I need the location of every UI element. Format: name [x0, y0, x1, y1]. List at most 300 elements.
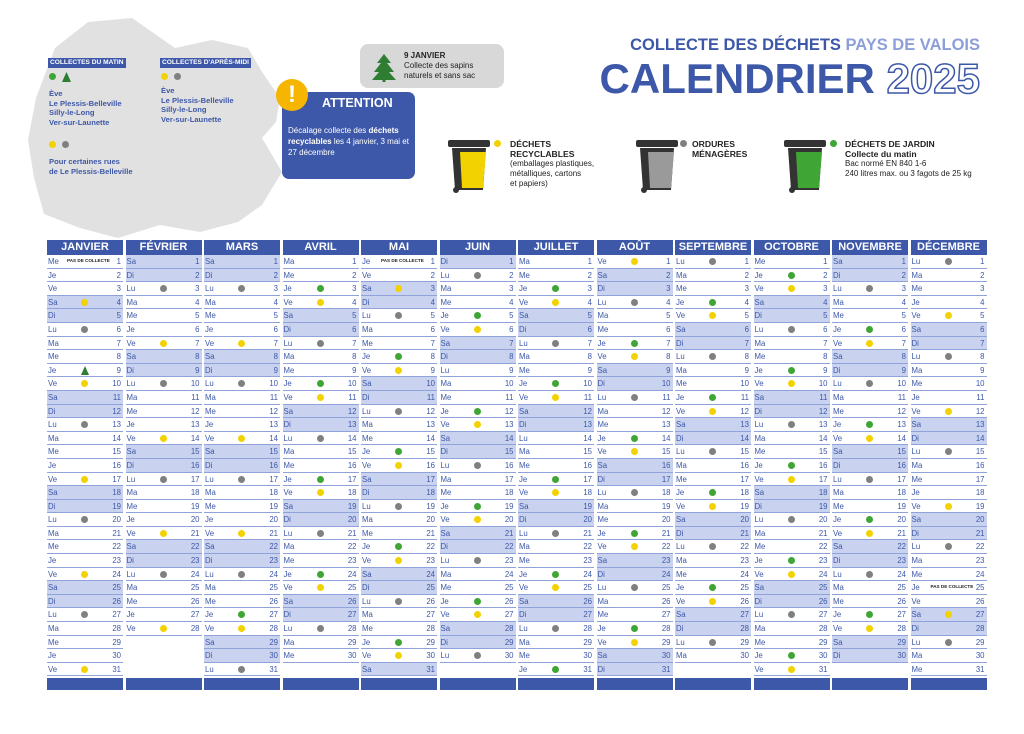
day-number: 12 — [504, 406, 514, 416]
day-number: 4 — [509, 297, 514, 307]
grey-dot-icon — [945, 448, 952, 455]
day-row — [440, 554, 516, 568]
day-number: 21 — [426, 528, 435, 538]
day-row — [911, 527, 987, 541]
weekday-label: Ma — [48, 338, 59, 348]
day-number: 16 — [426, 460, 435, 470]
day-number: 18 — [818, 488, 828, 498]
garden-waste-bin-icon — [782, 138, 828, 194]
weekday-label: Di — [440, 352, 448, 362]
day-number: 8 — [116, 352, 121, 362]
weekday-label: Ma — [362, 610, 373, 620]
weekday-label: Je — [362, 352, 371, 362]
day-row — [47, 608, 123, 622]
day-row — [911, 636, 987, 650]
weekday-label: Sa — [911, 420, 922, 430]
day-number: 5 — [587, 311, 592, 321]
day-row — [754, 622, 830, 636]
weekday-label: Sa — [676, 610, 686, 620]
weekday-label: Ve — [283, 583, 293, 593]
day-number: 15 — [347, 447, 357, 457]
day-row — [204, 486, 280, 500]
day-number: 5 — [195, 311, 200, 321]
day-row — [518, 513, 594, 527]
day-row — [754, 527, 830, 541]
weekday-label: Je — [126, 324, 135, 334]
weekday-label: Lu — [48, 420, 57, 430]
day-number: 16 — [740, 460, 749, 470]
day-number: 24 — [269, 569, 278, 579]
day-number: 19 — [347, 501, 357, 511]
weekday-label: Ve — [283, 392, 293, 402]
green-dot-icon — [474, 408, 481, 415]
day-number: 12 — [112, 406, 121, 416]
weekday-label: Di — [676, 528, 684, 538]
day-number: 4 — [352, 297, 357, 307]
weekday-label: Ve — [205, 433, 215, 443]
weekday-label: Ma — [676, 270, 687, 280]
grey-dot-icon — [552, 625, 559, 632]
weekday-label: Ve — [362, 556, 372, 566]
weekday-label: Ve — [362, 651, 372, 661]
day-row — [440, 581, 516, 595]
grey-dot-icon — [709, 639, 716, 646]
weekday-label: Lu — [126, 284, 136, 294]
day-row — [597, 500, 673, 514]
weekday-label: Sa — [362, 569, 372, 579]
day-number: 28 — [975, 624, 985, 634]
day-number: 19 — [897, 501, 906, 511]
weekday-label: Di — [440, 447, 448, 457]
grey-dot-icon — [788, 611, 795, 618]
day-row — [675, 418, 751, 432]
day-number: 13 — [269, 420, 278, 430]
day-row — [832, 581, 908, 595]
day-number: 20 — [583, 515, 592, 525]
weekday-label: Ve — [519, 583, 529, 593]
weekday-label: Me — [676, 284, 687, 294]
day-number: 19 — [818, 501, 828, 511]
day-row — [126, 296, 202, 310]
day-row — [126, 350, 202, 364]
weekday-label: Je — [48, 460, 57, 470]
weekday-label: Lu — [597, 297, 607, 307]
weekday-label: Je — [283, 284, 292, 294]
day-number: 9 — [195, 365, 200, 375]
day-number: 19 — [190, 501, 200, 511]
day-number: 25 — [504, 583, 514, 593]
day-row — [440, 649, 516, 663]
day-number: 11 — [505, 392, 514, 402]
day-number: 27 — [661, 610, 671, 620]
day-row — [597, 377, 673, 391]
day-number: 27 — [740, 610, 749, 620]
day-row — [832, 595, 908, 609]
day-row — [47, 405, 123, 419]
day-number: 1 — [430, 257, 435, 266]
day-number: 16 — [269, 460, 278, 470]
day-row — [283, 473, 359, 487]
day-number: 30 — [818, 651, 828, 661]
day-number: 29 — [661, 637, 671, 647]
weekday-label: Me — [597, 610, 609, 620]
day-number: 22 — [347, 542, 357, 552]
green-dot-icon — [788, 557, 795, 564]
day-number: 10 — [504, 379, 514, 389]
day-number: 4 — [430, 297, 435, 307]
day-number: 13 — [975, 420, 985, 430]
day-number: 10 — [975, 379, 985, 389]
day-number: 15 — [975, 447, 985, 457]
day-number: 7 — [273, 338, 278, 348]
day-row — [518, 500, 594, 514]
morning-collections-title: COLLECTES DU MATIN — [50, 59, 124, 66]
day-row — [597, 649, 673, 663]
weekday-label: Ve — [126, 528, 136, 538]
weekday-label: Ve — [911, 311, 921, 321]
afternoon-collections-title: COLLECTES D'APRÈS-MIDI — [162, 59, 249, 66]
weekday-label: Ve — [362, 365, 372, 375]
weekday-label: Ma — [48, 528, 59, 538]
weekday-label: Ma — [283, 447, 295, 457]
weekday-label: Me — [754, 257, 766, 266]
day-number: 13 — [504, 420, 514, 430]
weekday-label: Je — [676, 297, 685, 307]
day-number: 11 — [348, 392, 357, 402]
day-row — [754, 636, 830, 650]
yellow-dot-icon — [238, 340, 245, 347]
day-number: 28 — [818, 624, 828, 634]
day-row — [754, 581, 830, 595]
day-number: 19 — [504, 501, 514, 511]
yellow-dot-icon — [317, 299, 324, 306]
day-number: 25 — [818, 583, 828, 593]
day-row — [126, 445, 202, 459]
weekday-label: Ma — [126, 583, 138, 593]
day-number: 8 — [352, 352, 357, 362]
weekday-label: Ma — [440, 569, 452, 579]
day-number: 25 — [347, 583, 357, 593]
no-collection-label: PAS DE COLLECTE — [930, 584, 974, 590]
day-row — [361, 323, 437, 337]
day-number: 29 — [112, 637, 121, 647]
day-row — [204, 581, 280, 595]
day-row — [675, 473, 751, 487]
weekday-label: Me — [911, 284, 923, 294]
yellow-dot-icon — [494, 140, 501, 147]
weekday-label: Sa — [833, 542, 843, 552]
day-row — [675, 391, 751, 405]
day-number: 14 — [347, 433, 357, 443]
day-number: 2 — [823, 270, 828, 280]
weekday-label: Me — [205, 406, 216, 416]
day-row — [754, 663, 830, 677]
weekday-label: Sa — [911, 515, 922, 525]
day-row — [832, 622, 908, 636]
day-row — [597, 269, 673, 283]
weekday-label: Me — [833, 596, 844, 606]
weekday-label: Ma — [754, 624, 766, 634]
weekday-label: Ma — [126, 392, 138, 402]
yellow-dot-icon — [788, 285, 795, 292]
warning-icon: ! — [276, 79, 308, 111]
day-row — [675, 405, 751, 419]
weekday-label: Sa — [362, 664, 372, 674]
day-number: 26 — [818, 596, 828, 606]
month-footer — [440, 678, 516, 690]
weekday-label: Lu — [362, 311, 371, 321]
weekday-label: Sa — [440, 624, 451, 634]
day-number: 15 — [897, 447, 906, 457]
weekday-label: Lu — [911, 257, 921, 266]
day-number: 30 — [661, 651, 671, 661]
grey-dot-icon — [395, 408, 402, 415]
day-row — [283, 540, 359, 554]
day-row — [911, 296, 987, 310]
day-row — [911, 350, 987, 364]
weekday-label: Lu — [440, 365, 450, 375]
day-row — [47, 554, 123, 568]
note-line: Pour certaines rues — [49, 157, 120, 166]
day-row — [47, 269, 123, 283]
day-number: 5 — [352, 311, 357, 321]
day-number: 14 — [661, 433, 671, 443]
grey-dot-icon — [474, 557, 481, 564]
day-number: 1 — [116, 257, 121, 266]
yellow-dot-icon — [474, 421, 481, 428]
tree-icon — [62, 72, 71, 82]
weekday-label: Di — [205, 651, 213, 661]
day-number: 4 — [666, 297, 671, 307]
day-row — [204, 568, 280, 582]
day-row — [675, 377, 751, 391]
weekday-label: Lu — [754, 420, 764, 430]
weekday-label: Ma — [440, 284, 452, 294]
day-row — [283, 350, 359, 364]
day-row — [440, 323, 516, 337]
weekday-label: Lu — [833, 284, 842, 294]
day-number: 2 — [509, 270, 514, 280]
weekday-label: Sa — [440, 433, 451, 443]
day-number: 2 — [116, 270, 121, 280]
weekday-label: Ma — [597, 596, 609, 606]
weekday-label: Ma — [676, 556, 687, 566]
day-number: 21 — [897, 528, 906, 538]
yellow-dot-icon — [866, 435, 873, 442]
day-row — [518, 622, 594, 636]
grey-dot-icon — [62, 141, 69, 148]
day-row — [204, 309, 280, 323]
weekday-label: Ma — [205, 583, 216, 593]
day-number: 4 — [980, 297, 985, 307]
weekday-label: Di — [833, 651, 841, 661]
month-footer — [204, 678, 280, 690]
day-number: 8 — [823, 352, 828, 362]
day-row — [283, 649, 359, 663]
month-footer — [597, 678, 673, 690]
day-row — [754, 309, 830, 323]
day-row — [754, 595, 830, 609]
weekday-label: Me — [48, 637, 59, 647]
empty-row — [126, 636, 202, 650]
day-number: 16 — [112, 460, 121, 470]
day-row — [675, 649, 751, 663]
day-row — [47, 391, 123, 405]
day-row — [675, 296, 751, 310]
month-header: NOVEMBRE — [832, 240, 908, 255]
day-number: 26 — [112, 596, 121, 606]
day-number: 2 — [744, 270, 749, 280]
weekday-label: Me — [283, 460, 295, 470]
day-number: 3 — [116, 284, 121, 294]
grey-dot-icon — [788, 421, 795, 428]
day-number: 13 — [190, 420, 200, 430]
day-row — [518, 595, 594, 609]
day-number: 29 — [269, 637, 278, 647]
day-row — [440, 486, 516, 500]
day-number: 23 — [583, 556, 592, 566]
day-row — [675, 608, 751, 622]
weekday-label: Lu — [676, 352, 685, 362]
day-number: 1 — [901, 257, 906, 266]
day-number: 3 — [901, 284, 906, 294]
weekday-label: Di — [362, 488, 370, 498]
attention-title: ATTENTION — [322, 96, 393, 110]
yellow-dot-icon — [238, 530, 245, 537]
grey-dot-icon — [631, 394, 638, 401]
weekday-label: Sa — [126, 257, 137, 266]
month-column — [518, 240, 594, 690]
day-row — [361, 364, 437, 378]
grey-dot-icon — [552, 530, 559, 537]
garden-waste-legend: DÉCHETS DE JARDIN Collecte du matin Bac normé EN 840 1-6 240 litres max. ou 3 fagots de 25 kg — [845, 139, 972, 178]
yellow-dot-icon — [945, 312, 952, 319]
day-number: 24 — [975, 569, 985, 579]
weekday-label: Me — [754, 447, 766, 457]
day-row — [597, 513, 673, 527]
day-row — [361, 432, 437, 446]
day-row — [126, 595, 202, 609]
day-number: 15 — [112, 447, 121, 457]
weekday-label: Me — [440, 583, 452, 593]
weekday-label: Lu — [754, 515, 764, 525]
weekday-label: Ma — [126, 297, 138, 307]
weekday-label: Ma — [205, 297, 216, 307]
weekday-label: Je — [754, 365, 763, 375]
weekday-label: Ma — [754, 528, 766, 538]
day-row — [440, 636, 516, 650]
day-number: 15 — [504, 447, 514, 457]
day-number: 20 — [347, 515, 357, 525]
day-row — [204, 418, 280, 432]
weekday-label: Ma — [833, 297, 844, 307]
weekday-label: Je — [283, 379, 292, 389]
day-number: 30 — [112, 651, 121, 661]
weekday-label: Lu — [676, 257, 685, 266]
month-header: JUIN — [440, 240, 516, 255]
day-number: 29 — [740, 637, 749, 647]
day-row — [754, 513, 830, 527]
weekday-label: Je — [519, 474, 528, 484]
weekday-label: Ma — [205, 488, 216, 498]
day-row — [126, 418, 202, 432]
day-row — [518, 540, 594, 554]
weekday-label: Me — [48, 257, 59, 266]
day-row — [361, 445, 437, 459]
day-row — [283, 622, 359, 636]
day-row — [283, 418, 359, 432]
weekday-label: Di — [205, 365, 213, 375]
day-row — [832, 568, 908, 582]
day-number: 7 — [587, 338, 592, 348]
green-dot-icon — [788, 462, 795, 469]
day-row — [911, 459, 987, 473]
weekday-label: Ve — [205, 624, 215, 634]
weekday-label: Sa — [283, 406, 294, 416]
weekday-label: Sa — [597, 270, 608, 280]
weekday-label: Sa — [519, 406, 529, 416]
day-row — [361, 391, 437, 405]
weekday-label: Je — [205, 420, 214, 430]
weekday-label: Ve — [833, 624, 843, 634]
day-number: 28 — [347, 624, 357, 634]
weekday-label: Me — [283, 651, 295, 661]
day-row — [361, 500, 437, 514]
day-number: 10 — [426, 379, 435, 389]
day-row — [754, 459, 830, 473]
day-number: 15 — [661, 447, 671, 457]
day-number: 5 — [980, 311, 985, 321]
month-header: FÉVRIER — [126, 240, 202, 255]
day-row — [126, 391, 202, 405]
day-number: 23 — [347, 556, 357, 566]
day-number: 12 — [661, 406, 671, 416]
weekday-label: Lu — [205, 569, 214, 579]
day-number: 10 — [190, 379, 200, 389]
weekday-label: Di — [833, 460, 841, 470]
weekday-label: Je — [754, 460, 763, 470]
weekday-label: Ve — [597, 352, 607, 362]
day-row — [597, 418, 673, 432]
weekday-label: Ve — [519, 488, 529, 498]
day-row — [440, 282, 516, 296]
day-row — [126, 581, 202, 595]
weekday-label: Sa — [676, 420, 686, 430]
day-number: 18 — [504, 488, 514, 498]
day-row — [440, 473, 516, 487]
yellow-dot-icon — [474, 516, 481, 523]
tree-icon — [372, 54, 396, 82]
day-row — [675, 595, 751, 609]
day-row — [440, 377, 516, 391]
day-number: 20 — [975, 515, 985, 525]
day-row — [204, 554, 280, 568]
weekday-label: Di — [48, 311, 56, 321]
day-row — [204, 391, 280, 405]
day-number: 8 — [587, 352, 592, 362]
grey-dot-icon — [945, 543, 952, 550]
weekday-label: Sa — [205, 352, 215, 362]
day-row — [911, 581, 987, 595]
weekday-label: Je — [440, 596, 449, 606]
day-row — [204, 282, 280, 296]
weekday-label: Ve — [126, 338, 136, 348]
afternoon-legend-symbols — [161, 72, 181, 81]
weekday-label: Lu — [126, 569, 136, 579]
weekday-label: Lu — [754, 610, 764, 620]
day-number: 21 — [504, 528, 514, 538]
green-dot-icon — [631, 625, 638, 632]
